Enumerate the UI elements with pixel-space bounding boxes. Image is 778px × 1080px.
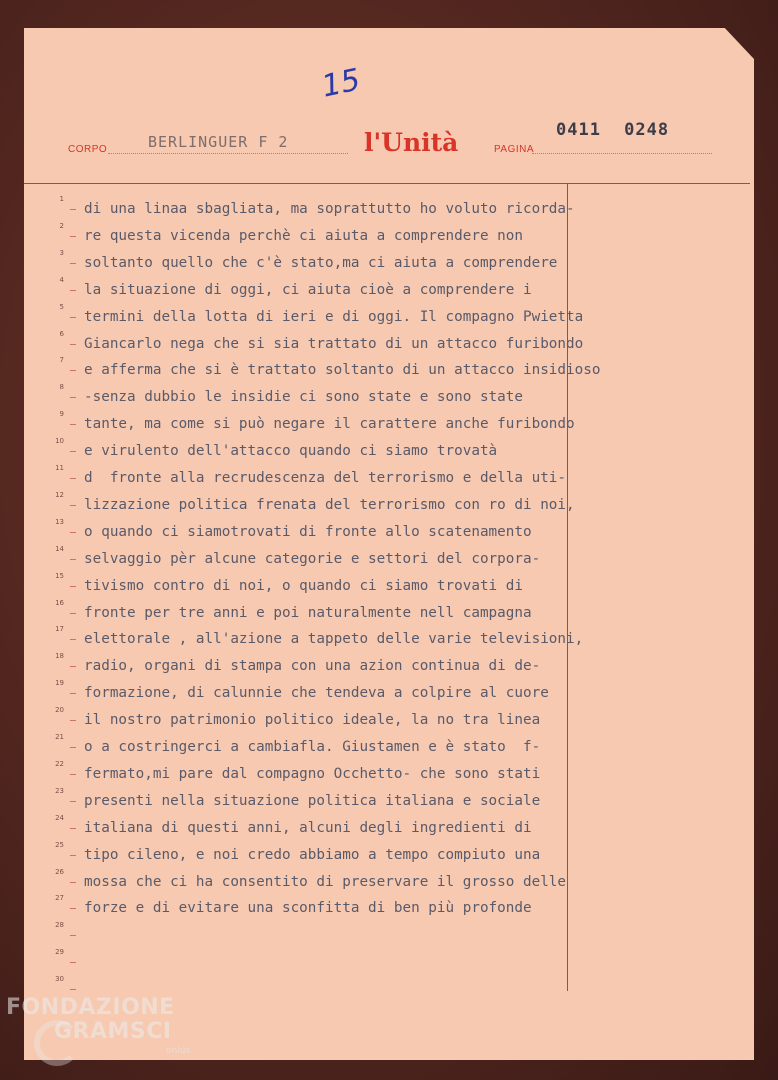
line-number: 25 xyxy=(55,840,64,849)
typed-line: o quando ci siamotrovati di fronte allo scatenamento xyxy=(84,523,532,540)
line-number: 20 xyxy=(55,706,64,715)
line-tick xyxy=(70,505,76,506)
line-number: 30 xyxy=(55,975,64,984)
typed-line: termini della lotta di ieri e di oggi. Il compagno Pwietta xyxy=(84,308,584,325)
typed-line: radio, organi di stampa con una azion continua di de- xyxy=(84,658,541,675)
line-tick xyxy=(70,855,76,856)
line-number: 3 xyxy=(59,248,64,257)
line-tick xyxy=(70,397,76,398)
line-tick xyxy=(70,935,76,936)
watermark-line-2: GRAMSCI xyxy=(54,1019,172,1044)
slug-text: BERLINGUER F 2 xyxy=(148,133,289,151)
line-tick xyxy=(70,639,76,640)
fondazione-gramsci-watermark xyxy=(6,996,175,1044)
watermark-line-1: FONDAZIONE xyxy=(6,995,175,1020)
line-tick xyxy=(70,693,76,694)
line-tick xyxy=(70,613,76,614)
typed-line: soltanto quello che c'è stato,ma ci aiuta a comprendere xyxy=(84,254,558,271)
line-tick xyxy=(70,290,76,291)
corpo-label: CORPO xyxy=(68,144,108,155)
line-number: 22 xyxy=(55,759,64,768)
typed-line: tipo cileno, e noi credo abbiamo a tempo compiuto una xyxy=(84,846,541,863)
typed-line: elettorale , all'azione a tappeto delle varie televisioni, xyxy=(84,631,584,648)
pagina-dotted-line xyxy=(532,153,712,154)
line-tick xyxy=(70,828,76,829)
line-tick xyxy=(70,478,76,479)
typed-line: italiana di questi anni, alcuni degli ingredienti di xyxy=(84,819,532,836)
typed-line: lizzazione politica frenata del terrorismo con ro di noi, xyxy=(84,496,575,513)
line-tick xyxy=(70,989,76,990)
line-tick xyxy=(70,882,76,883)
line-tick xyxy=(70,559,76,560)
line-number: 23 xyxy=(55,786,64,795)
line-tick xyxy=(70,532,76,533)
line-number: 29 xyxy=(55,948,64,957)
margin-rule xyxy=(567,183,568,991)
line-number: 13 xyxy=(55,517,64,526)
typed-line: fronte per tre anni e poi naturalmente nell campagna xyxy=(84,604,532,621)
typed-line: la situazione di oggi, ci aiuta cioè a comprendere i xyxy=(84,281,532,298)
typed-line: il nostro patrimonio politico ideale, la no tra linea xyxy=(84,712,541,729)
typed-line: Giancarlo nega che si sia trattato di un attacco furibondo xyxy=(84,335,584,352)
typed-line: di una linaa sbagliata, ma soprattutto ho voluto ricorda- xyxy=(84,201,575,217)
page-code: 0411 0248 xyxy=(556,120,670,140)
line-number: 16 xyxy=(55,598,64,607)
line-number: 9 xyxy=(59,410,64,419)
line-number: 6 xyxy=(59,329,64,338)
line-number: 2 xyxy=(59,221,64,230)
typed-line: mossa che ci ha consentito di preservare il grosso delle xyxy=(84,873,567,890)
line-tick xyxy=(70,908,76,909)
line-number: 21 xyxy=(55,733,64,741)
line-tick xyxy=(70,209,76,210)
line-number: 10 xyxy=(55,437,64,446)
line-tick xyxy=(70,720,76,721)
line-tick xyxy=(70,962,76,963)
typed-line: o a costringerci a cambiafla. Giustamen e è stato f- xyxy=(84,739,541,755)
pagina-label: PAGINA xyxy=(494,144,535,155)
line-number: 19 xyxy=(55,679,64,688)
line-tick xyxy=(70,666,76,667)
line-tick xyxy=(70,586,76,587)
line-number: 7 xyxy=(59,356,64,365)
typed-line: d fronte alla recrudescenza del terrorismo e della uti- xyxy=(84,470,567,486)
line-number: 14 xyxy=(55,544,64,553)
line-tick xyxy=(70,317,76,318)
line-number: 8 xyxy=(59,383,64,392)
line-tick xyxy=(70,236,76,237)
typed-line: e afferma che si è trattato soltanto di un attacco insidioso xyxy=(84,362,601,379)
line-tick xyxy=(70,774,76,775)
typed-line: tante, ma come si può negare il carattere anche furibondo xyxy=(84,416,575,433)
typed-line: tivismo contro di noi, o quando ci siamo trovati di xyxy=(84,577,523,594)
line-number: 18 xyxy=(55,652,64,661)
line-number: 17 xyxy=(55,625,64,634)
typed-line: fermato,mi pare dal compagno Occhetto- che sono stati xyxy=(84,765,541,782)
watermark-onlus: onlus xyxy=(166,1046,191,1056)
typed-line: re questa vicenda perchè ci aiuta a comprendere non xyxy=(84,227,523,244)
corpo-dotted-line xyxy=(108,153,348,154)
typed-line: presenti nella situazione politica italiana e sociale xyxy=(84,792,541,809)
line-number: 4 xyxy=(59,275,64,284)
header-rule xyxy=(24,183,750,184)
handwritten-page-number: 15 xyxy=(318,62,364,105)
line-number: 28 xyxy=(55,921,64,930)
line-tick xyxy=(70,451,76,452)
line-tick xyxy=(70,370,76,371)
line-number: 15 xyxy=(55,571,64,580)
typed-line: e virulento dell'attacco quando ci siamo trovatà xyxy=(84,443,498,460)
line-number: 5 xyxy=(59,302,64,311)
typed-line: selvaggio pèr alcune categorie e settori del corpora- xyxy=(84,550,541,567)
line-number: 1 xyxy=(59,195,64,203)
typed-line: formazione, di calunnie che tendeva a colpire al cuore xyxy=(84,685,549,702)
line-tick xyxy=(70,344,76,345)
line-tick xyxy=(70,801,76,802)
line-tick xyxy=(70,747,76,748)
line-number: 12 xyxy=(55,490,64,499)
line-number: 24 xyxy=(55,813,64,822)
line-number: 11 xyxy=(55,464,64,472)
typed-line: forze e di evitare una sconfitta di ben più profonde xyxy=(84,900,532,917)
typed-line: -senza dubbio le insidie ci sono state e sono state xyxy=(84,389,523,406)
line-tick xyxy=(70,424,76,425)
unita-masthead: l'Unità xyxy=(364,128,459,157)
gramsci-logo-icon xyxy=(34,1020,80,1066)
line-number: 26 xyxy=(55,867,64,876)
line-tick xyxy=(70,263,76,264)
line-number: 27 xyxy=(55,894,64,903)
